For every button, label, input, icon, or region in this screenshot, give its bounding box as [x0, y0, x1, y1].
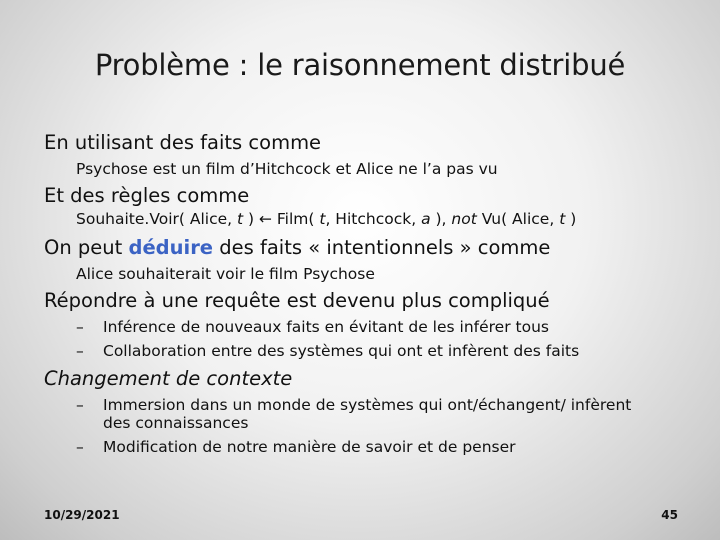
bullet-3-accent: déduire: [128, 236, 214, 259]
rule-part: Film(: [271, 210, 320, 228]
bullet-3-text-end: des faits « intentionnels » comme: [213, 236, 551, 259]
bullet-3-text: On peut: [44, 236, 129, 259]
bullet-1-sub: Psychose est un film d’Hitchcock et Alice ne l’a pas vu: [76, 160, 498, 178]
footer-page-number: 45: [661, 508, 678, 522]
rule-var-t: t: [236, 210, 244, 228]
bullet-5: Changement de contexte: [44, 367, 293, 390]
rule-part: ): [565, 210, 577, 228]
rule-not: not: [451, 210, 477, 228]
bullet-2-sub-rule: [76, 210, 576, 228]
rule-part: ),: [430, 210, 452, 228]
bullet-4-sub-2: Collaboration entre des systèmes qui ont et infèrent des faits: [103, 342, 580, 360]
bullet-5-sub-1-line-1: Immersion dans un monde de systèmes qui ont/échangent/ infèrent: [103, 396, 632, 414]
rule-var-t: t: [319, 210, 326, 228]
bullet-3-sub: Alice souhaiterait voir le film Psychose: [76, 265, 375, 283]
bullet-4-sub-1: Inférence de nouveaux faits en évitant de les inférer tous: [103, 318, 549, 336]
rule-part: , Hitchcock,: [325, 210, 422, 228]
rule-part: Vu( Alice,: [476, 210, 560, 228]
dash-marker: –: [76, 318, 84, 336]
rule-var-t: t: [559, 210, 566, 228]
footer-date: 10/29/2021: [44, 508, 120, 522]
dash-marker: –: [76, 342, 84, 360]
bullet-5-sub-2: Modification de notre manière de savoir et de penser: [103, 438, 516, 456]
rule-part: Souhaite.Voir( Alice,: [76, 210, 237, 228]
bullet-3: [44, 236, 550, 259]
bullet-5-sub-1-line-2: des connaissances: [103, 414, 249, 432]
bullet-2: Et des règles comme: [44, 184, 250, 207]
dash-marker: –: [76, 438, 84, 456]
dash-marker: –: [76, 396, 84, 414]
bullet-1: En utilisant des faits comme: [44, 131, 322, 154]
rule-var-a: a: [421, 210, 431, 228]
bullet-4: Répondre à une requête est devenu plus compliqué: [44, 289, 550, 312]
rule-part: ): [243, 210, 259, 228]
left-arrow-icon: ←: [258, 210, 272, 228]
slide-title: Problème : le raisonnement distribué: [94, 48, 626, 82]
